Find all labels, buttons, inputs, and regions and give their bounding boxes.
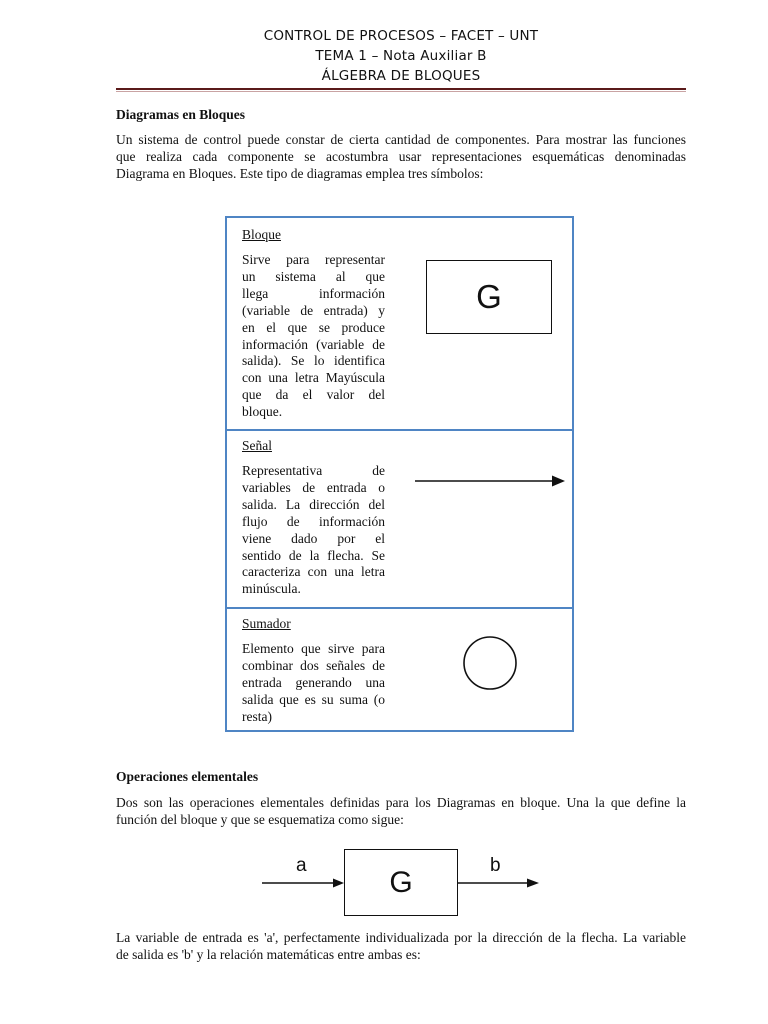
description-line: Sirve para representar <box>242 252 385 267</box>
header-subject: ÁLGEBRA DE BLOQUES <box>321 68 481 84</box>
section-title-operaciones: Operaciones elementales <box>116 769 259 784</box>
paragraph-line: La variable de entrada es 'a', perfectamente individualizada por la dirección de la flecha. La variable <box>116 930 686 945</box>
paragraph-line: Dos son las operaciones elementales definidas para los Diagramas en bloque. Una la que define la <box>116 795 686 810</box>
description-line: combinar dos señales de <box>242 657 385 673</box>
description-line: salida que es su suma (o <box>242 691 385 707</box>
header-rule-shadow <box>116 91 686 92</box>
symbol-title: Sumador <box>242 616 291 631</box>
block-letter: G <box>476 278 502 315</box>
output-arrow-icon <box>458 876 539 890</box>
description-line: (variable de entrada) y <box>242 302 385 318</box>
description-line: que da el valor del <box>242 387 385 403</box>
symbol-description <box>242 641 385 726</box>
document-header <box>0 26 768 86</box>
description-line: en el que se produce <box>242 319 385 335</box>
block-rectangle-icon <box>426 260 552 334</box>
paragraph-line: que realiza cada componente se acostumbra usar representaciones esquemáticas denominadas <box>116 149 686 164</box>
operations-paragraph <box>116 794 686 828</box>
paragraph-line: Un sistema de control puede constar de cierta cantidad de componentes. Para mostrar las funciones <box>116 132 686 147</box>
description-line: un sistema al que <box>242 268 385 284</box>
output-signal-label: b <box>490 855 501 876</box>
symbol-row-senal <box>227 429 572 607</box>
input-arrow-icon <box>262 876 344 890</box>
header-course: CONTROL DE PROCESOS – FACET – UNT <box>263 28 539 44</box>
paragraph-line: de salida es 'b' y la relación matemáticas entre ambas es: <box>116 947 421 962</box>
variables-paragraph <box>116 929 686 963</box>
description-line: salida. La dirección del <box>242 496 385 512</box>
description-line: entrada generando una <box>242 674 385 690</box>
description-line: sentido de la flecha. Se <box>242 547 385 563</box>
symbol-title: Señal <box>242 438 272 453</box>
paragraph-line: Diagrama en Bloques. Este tipo de diagramas emplea tres símbolos: <box>116 166 484 181</box>
header-topic: TEMA 1 – Nota Auxiliar B <box>315 48 487 64</box>
arrow-right-icon <box>415 473 565 489</box>
description-line: Elemento que sirve para <box>242 641 385 656</box>
description-line: con una letra Mayúscula <box>242 370 385 386</box>
symbol-title: Bloque <box>242 227 281 242</box>
description-line: viene dado por el <box>242 530 385 546</box>
description-line: Representativa de <box>242 463 385 478</box>
description-line: llega información <box>242 285 385 301</box>
description-line: variables de entrada o <box>242 479 385 495</box>
description-line: minúscula. <box>242 581 301 597</box>
header-rule <box>116 88 686 90</box>
description-line: información (variable de <box>242 336 385 352</box>
block-rectangle-icon <box>344 849 458 916</box>
description-line: salida). Se lo identifica <box>242 353 385 369</box>
intro-paragraph <box>116 131 686 182</box>
input-signal-label: a <box>296 855 307 876</box>
symbols-table <box>225 216 574 732</box>
symbol-description <box>242 463 385 598</box>
block-letter: G <box>389 865 413 899</box>
symbol-description <box>242 252 385 421</box>
block-operation-diagram <box>262 846 552 918</box>
symbol-row-sumador <box>227 607 572 730</box>
paragraph-line: función del bloque y que se esquematiza como sigue: <box>116 812 404 827</box>
description-line: resta) <box>242 708 272 724</box>
description-line: bloque. <box>242 404 283 420</box>
symbol-row-bloque <box>227 218 572 429</box>
description-line: flujo de información <box>242 513 385 529</box>
description-line: caracteriza con una letra <box>242 564 385 580</box>
circle-icon <box>462 635 518 691</box>
section-title-diagramas: Diagramas en Bloques <box>116 107 246 122</box>
